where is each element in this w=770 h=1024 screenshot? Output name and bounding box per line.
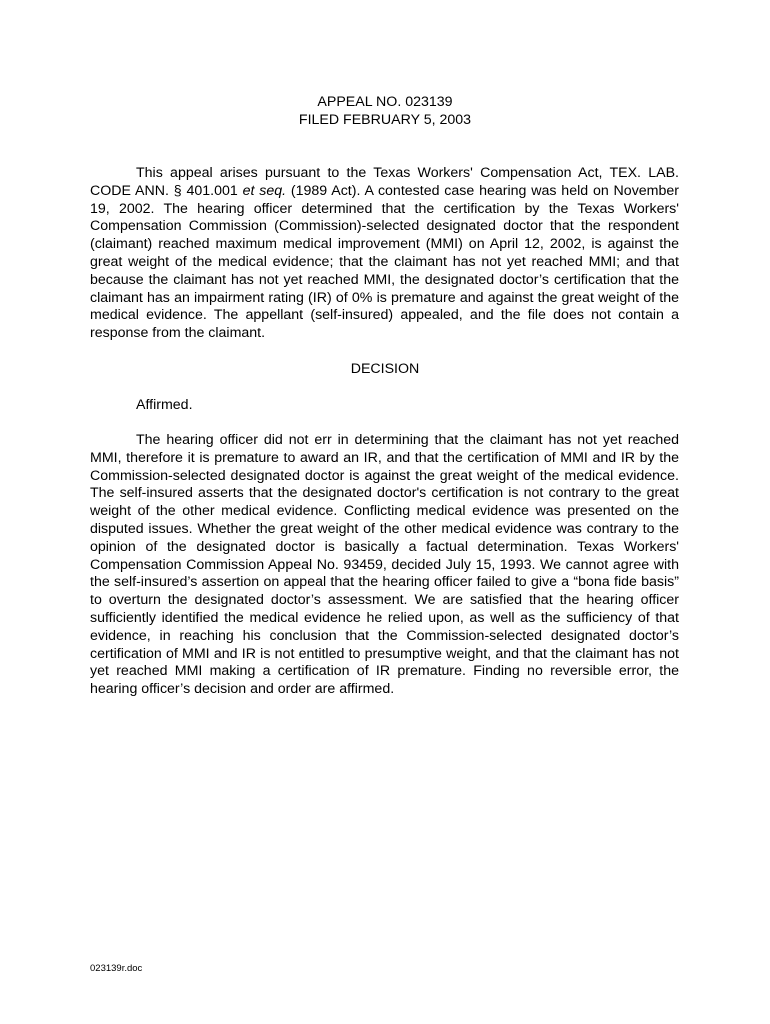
intro-text-end: (1989 Act). A contested case hearing was held on November 19, 2002. The hearing officer determined that the certification by the Texas Workers' Compensation Commission (Commission)-selected designated doctor that the respondent (claimant) reached maximum medical improvement (MMI) on April 12, 2002, is against the great weight of the medical evidence; that the claimant has not yet reached MMI; and that because the claimant has not yet reached MMI, the designated doctor’s certification that the claimant has an impairment rating (IR) of 0% is premature and against the great weight of the medical evidence. The appellant (self-insured) appealed, and the file does not contain a response from the claimant. xyxy=(90,182,680,342)
discussion-paragraph: The hearing officer did not err in determining that the claimant has not yet reached MMI, therefore it is premature to award an IR, and that the certification of MMI and IR by the Commission-selected designated doctor is against the great weight of the medical evidence. The self-insured asserts that the designated doctor's certification is not contrary to the great weight of the other medical evidence. Conflicting medical evidence was presented on the disputed issues. Whether the great weight of the other medical evidence was contrary to the opinion of the designated doctor is basically a factual determination. Texas Workers' Compensation Commission Appeal No. 93459, decided July 15, 1993. We cannot agree with the self-insured’s assertion on appeal that the hearing officer failed to give a “bona fide basis” to overturn the designated doctor’s assessment. We are satisfied that the hearing officer sufficiently identified the medical evidence he relied upon, as well as the sufficiency of that evidence, in reaching his conclusion that the Commission-selected designated doctor’s certification of MMI and IR is not entitled to presumptive weight, and that the claimant has not yet reached MMI making a certification of IR premature. Finding no reversible error, the hearing officer’s decision and order are affirmed. xyxy=(90,432,679,698)
intro-paragraph xyxy=(90,165,679,343)
affirmed-text: Affirmed. xyxy=(136,397,193,413)
intro-text-start: This appeal arises pursuant to the Texas Workers' Compensation Act, TEX. LAB. CODE ANN. § 401.001 xyxy=(90,165,679,199)
appeal-number: APPEAL NO. 023139 xyxy=(317,94,453,110)
decision-heading: DECISION xyxy=(350,361,420,377)
filed-date: FILED FEBRUARY 5, 2003 xyxy=(298,112,472,128)
footer-filename: 023139r.doc xyxy=(90,963,143,974)
intro-italic-citation: et seq. xyxy=(242,182,287,199)
